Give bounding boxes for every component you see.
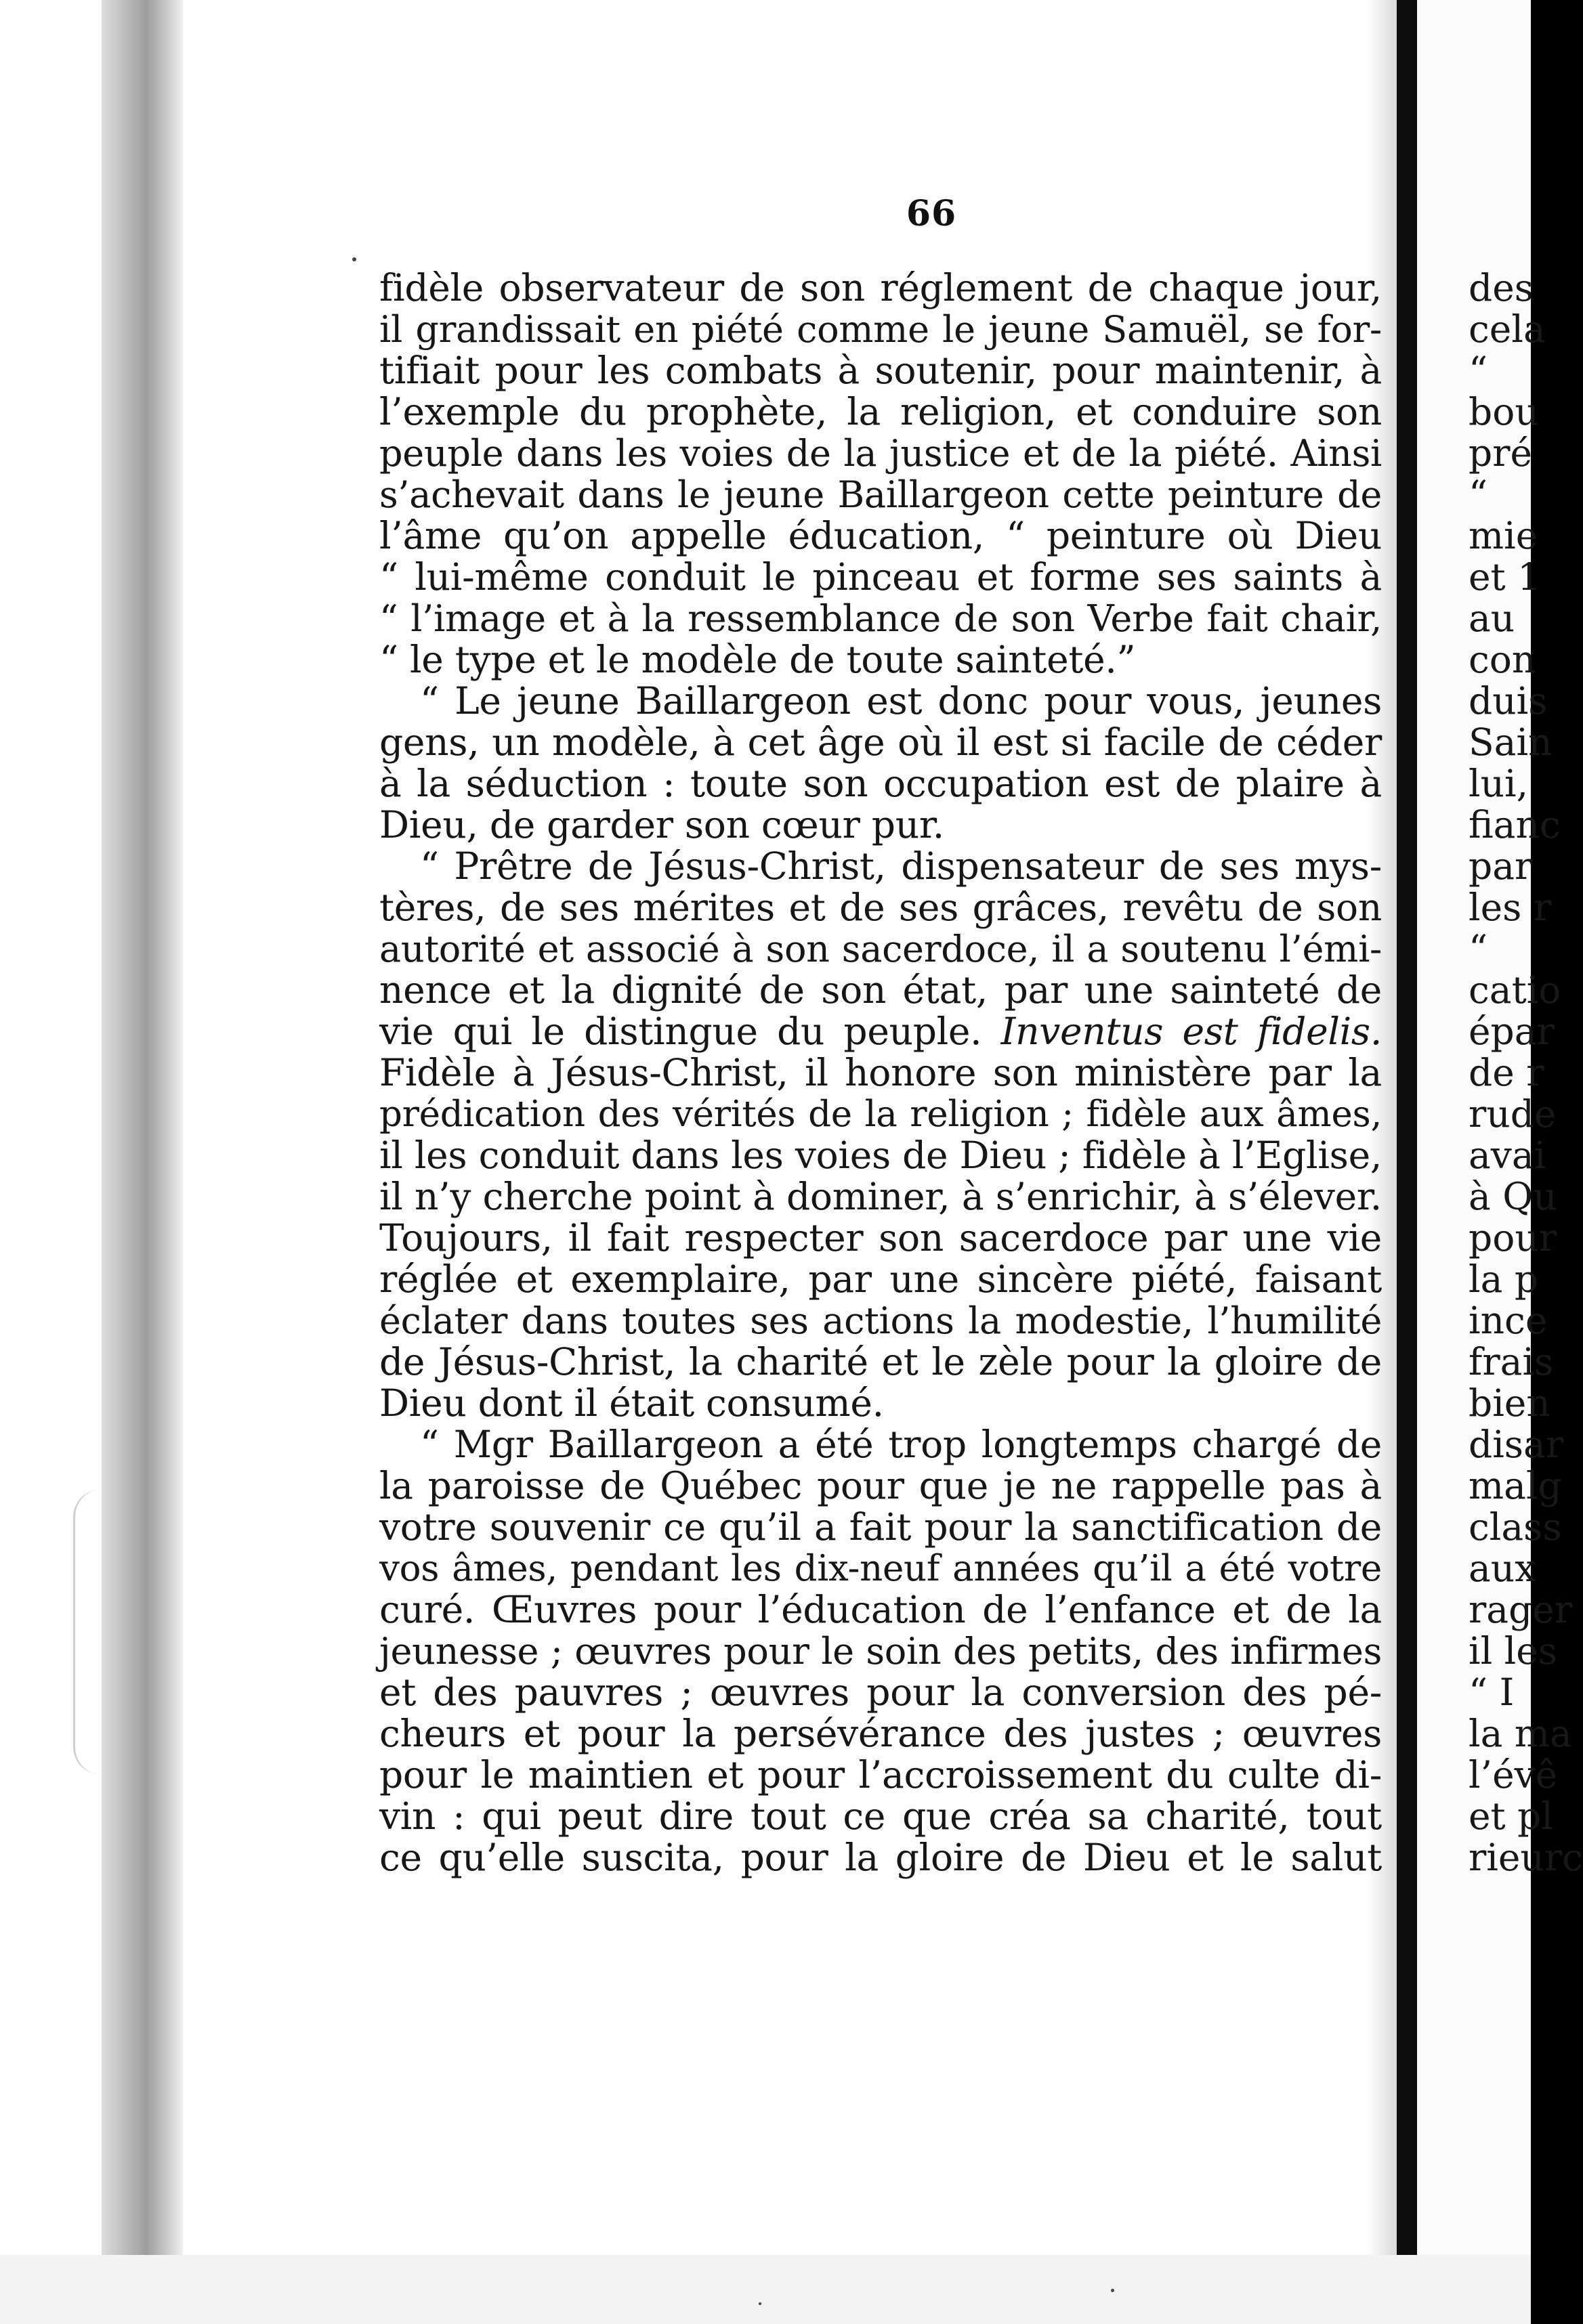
facing-page-line: fianc <box>1469 803 1561 846</box>
page-number: 66 <box>906 193 957 234</box>
text-line: s’achevait dans le jeune Baillargeon cette peinture de <box>379 473 1382 516</box>
text-line: à la séduction : toute son occupation est de plaire à <box>379 762 1382 805</box>
scan-speck <box>352 257 356 261</box>
text-line: peuple dans les voies de la justice et de la piété. Ainsi <box>379 432 1382 475</box>
facing-page-line: “ <box>1469 473 1488 516</box>
facing-page-line: rieurc <box>1469 1836 1583 1879</box>
facing-page-line: par <box>1469 844 1533 888</box>
facing-page-line: class <box>1469 1505 1562 1549</box>
facing-page-line: et pl <box>1469 1794 1553 1838</box>
text-line: cheurs et pour la persévérance des justes ; œuvres <box>379 1712 1382 1755</box>
latin-quote: Inventus est fidelis. <box>1000 1010 1383 1053</box>
facing-page-line: “ <box>1469 349 1488 392</box>
facing-page-line: frais <box>1469 1340 1554 1383</box>
text-line: “ l’image et à la ressemblance de son Verbe fait chair, <box>379 597 1382 640</box>
facing-page-line: bou <box>1469 390 1539 433</box>
text-line: tifiait pour les combats à soutenir, pour maintenir, à <box>379 349 1382 392</box>
book-gutter-shadow <box>102 0 183 2324</box>
facing-page-line: à Qu <box>1469 1175 1557 1218</box>
text-line: fidèle observateur de son réglement de chaque jour, <box>379 266 1382 309</box>
facing-page-text <box>1469 266 1583 1879</box>
text-line: de Jésus-Christ, la charité et le zèle pour la gloire de <box>379 1340 1382 1383</box>
text-line: il grandissait en piété comme le jeune Samuël, se for- <box>379 308 1382 351</box>
facing-page-line: aux <box>1469 1547 1536 1590</box>
facing-page-line: rager <box>1469 1588 1573 1631</box>
text-line: la paroisse de Québec pour que je ne rappelle pas à <box>379 1464 1382 1507</box>
facing-page-line: malg <box>1469 1464 1562 1507</box>
text-line: curé. Œuvres pour l’éducation de l’enfance et de la <box>379 1588 1382 1631</box>
book-spine-edge <box>1397 0 1417 2324</box>
facing-page-line: ince <box>1469 1299 1548 1342</box>
text-line: Dieu, de garder son cœur pur. <box>379 803 944 846</box>
facing-page-line: l’évê <box>1469 1753 1558 1796</box>
text-line: il n’y cherche point à dominer, à s’enrichir, à s’élever. <box>379 1175 1382 1218</box>
facing-page-line: la ma <box>1469 1712 1572 1755</box>
facing-page-line: catio <box>1469 968 1561 1012</box>
facing-page-line: épar <box>1469 1010 1555 1053</box>
facing-page-line: Sain <box>1469 720 1553 764</box>
text-line: l’exemple du prophète, la religion, et conduire son <box>379 390 1382 433</box>
text-line: il les conduit dans les voies de Dieu ; fidèle à l’Eglise, <box>379 1134 1382 1177</box>
main-text-column <box>379 267 1382 1878</box>
facing-page-line: mie <box>1469 514 1538 557</box>
text-line-segment: vie qui le distingue du peuple. <box>379 1010 982 1053</box>
bottom-margin <box>0 2255 1531 2324</box>
text-line: “ Prêtre de Jésus-Christ, dispensateur de ses mys- <box>420 844 1382 888</box>
scan-speck <box>759 2302 761 2305</box>
scan-speck <box>1111 2289 1114 2292</box>
facing-page-line: pour <box>1469 1216 1557 1260</box>
facing-page-line: et 1 <box>1469 555 1542 599</box>
text-line: “ Mgr Baillargeon a été trop longtemps chargé de <box>420 1423 1382 1466</box>
facing-page-line: con <box>1469 638 1536 681</box>
text-line: Dieu dont il était consumé. <box>379 1381 884 1425</box>
facing-page-line: des <box>1469 266 1534 309</box>
text-line: vos âmes, pendant les dix-neuf années qu’il a été votre <box>379 1548 1382 1589</box>
facing-page-line: “ I <box>1469 1671 1515 1714</box>
facing-page-line: “ <box>1469 927 1488 970</box>
text-line: Fidèle à Jésus-Christ, il honore son ministère par la <box>379 1051 1382 1094</box>
text-line: tères, de ses mérites et de ses grâces, revêtu de son <box>379 886 1382 929</box>
facing-page-line: pré <box>1469 431 1533 475</box>
text-line: prédication des vérités de la religion ; fidèle aux âmes, <box>379 1094 1382 1135</box>
facing-page-line: bien <box>1469 1381 1550 1425</box>
facing-page-line: au <box>1469 597 1515 640</box>
text-line: vin : qui peut dire tout ce que créa sa charité, tout <box>379 1794 1382 1838</box>
facing-page-line: la p <box>1469 1257 1539 1301</box>
facing-page-line: cela <box>1469 307 1546 351</box>
text-line: pour le maintien et pour l’accroissement du culte di- <box>379 1753 1382 1796</box>
text-line: et des pauvres ; œuvres pour la conversion des pé- <box>379 1671 1382 1714</box>
facing-page-line: de r <box>1469 1051 1544 1094</box>
text-line: ce qu’elle suscita, pour la gloire de Dieu et le salut <box>379 1836 1382 1879</box>
text-line: “ lui-même conduit le pinceau et forme ses saints à <box>379 555 1382 599</box>
facing-page-line: lui, <box>1469 762 1529 805</box>
text-line: gens, un modèle, à cet âge où il est si facile de céder <box>379 720 1382 764</box>
text-line: Toujours, il fait respecter son sacerdoce par une vie <box>379 1216 1382 1260</box>
facing-page-line: rude <box>1469 1092 1557 1136</box>
gutter-mark <box>73 1490 106 1774</box>
facing-page-line: disar <box>1469 1423 1564 1466</box>
facing-page-line: duis <box>1469 679 1548 723</box>
text-line <box>379 1011 1382 1052</box>
text-line: votre souvenir ce qu’il a fait pour la sanctification de <box>379 1505 1382 1549</box>
facing-page-line: il les <box>1469 1629 1558 1673</box>
text-line: réglée et exemplaire, par une sincère piété, faisant <box>379 1257 1382 1301</box>
text-line: “ Le jeune Baillargeon est donc pour vous, jeunes <box>420 679 1382 723</box>
text-line: éclater dans toutes ses actions la modestie, l’humilité <box>379 1299 1382 1342</box>
facing-page-line: les r <box>1469 886 1552 929</box>
left-page-margin <box>0 0 115 2324</box>
facing-page-line: avai <box>1469 1134 1546 1177</box>
text-line: jeunesse ; œuvres pour le soin des petits, des infirmes <box>379 1630 1382 1673</box>
text-line: l’âme qu’on appelle éducation, “ peinture où Dieu <box>379 514 1382 557</box>
text-line: nence et la dignité de son état, par une sainteté de <box>379 968 1382 1012</box>
text-line: autorité et associé à son sacerdoce, il a soutenu l’émi- <box>379 928 1382 970</box>
text-line: “ le type et le modèle de toute sainteté.” <box>379 638 1136 681</box>
